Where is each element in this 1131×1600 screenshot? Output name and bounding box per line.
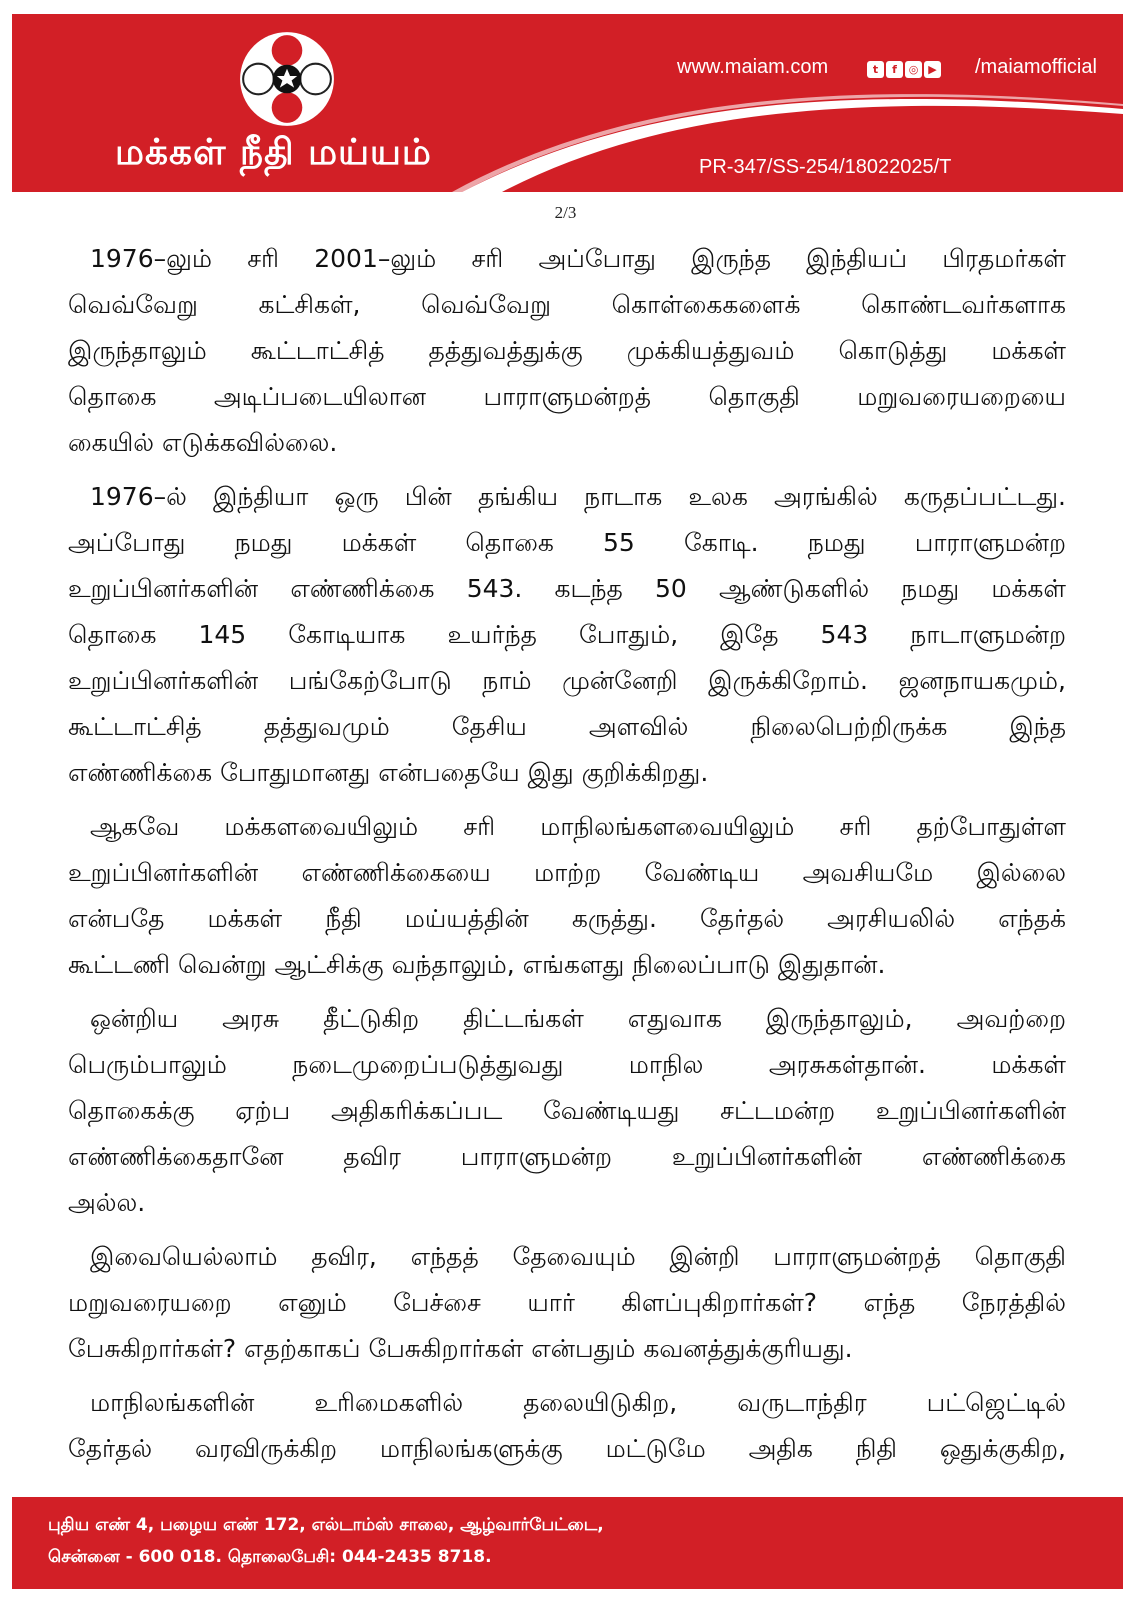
youtube-icon[interactable]: ▶ <box>924 61 941 78</box>
paragraph-line: வெவ்வேறு கட்சிகள், வெவ்வேறு கொள்கைகளைக் கொண்டவர்களாக <box>68 290 1066 319</box>
paragraph-line: பெரும்பாலும் நடைமுறைப்படுத்துவது மாநில அரசுகள்தான். மக்கள் <box>68 1050 1066 1079</box>
paragraph-line: தொகைக்கு ஏற்ப அதிகரிக்கப்பட வேண்டியது சட்டமன்ற உறுப்பினர்களின் <box>68 1096 1066 1125</box>
paragraph-line: தொகை அடிப்படையிலான பாராளுமன்றத் தொகுதி மறுவரையறையை <box>68 382 1066 411</box>
reference-number: PR-347/SS-254/18022025/T <box>699 156 952 178</box>
paragraph-line: 1976–லும் சரி 2001–லும் சரி அப்போது இருந்த இந்தியப் பிரதமர்கள் <box>90 244 1066 273</box>
facebook-icon[interactable]: f <box>886 61 903 78</box>
paragraph-line: மாநிலங்களின் உரிமைகளில் தலையிடுகிற, வருடாந்திர பட்ஜெட்டில் <box>90 1388 1066 1417</box>
paragraph <box>68 1380 1066 1472</box>
address-line-1: புதிய எண் 4, பழைய எண் 172, எல்டாம்ஸ் சாலை, ஆழ்வார்பேட்டை, <box>48 1515 604 1535</box>
paragraph-line: ஒன்றிய அரசு தீட்டுகிற திட்டங்கள் எதுவாக இருந்தாலும், அவற்றை <box>90 1004 1066 1033</box>
paragraph-line: தேர்தல் வரவிருக்கிற மாநிலங்களுக்கு மட்டுமே அதிக நிதி ஒதுக்குகிற, <box>68 1434 1066 1463</box>
press-release-body <box>68 236 1066 1480</box>
paragraph-line: இருந்தாலும் கூட்டாட்சித் தத்துவத்துக்கு முக்கியத்துவம் கொடுத்து மக்கள் <box>68 336 1066 365</box>
website-link[interactable]: www.maiam.com <box>677 56 829 78</box>
paragraph-line: கையில் எடுக்கவில்லை. <box>68 428 338 457</box>
paragraph-line: கூட்டாட்சித் தத்துவமும் தேசிய அளவில் நிலைபெற்றிருக்க இந்த <box>68 712 1066 741</box>
party-name: மக்கள் நீதி மய்யம் <box>115 132 432 173</box>
twitter-icon[interactable]: t <box>867 61 884 78</box>
paragraph-line: ஆகவே மக்களவையிலும் சரி மாநிலங்களவையிலும் சரி தற்போதுள்ள <box>90 812 1066 841</box>
paragraph-line: அல்ல. <box>68 1188 146 1217</box>
paragraph-line: என்பதே மக்கள் நீதி மய்யத்தின் கருத்து. தேர்தல் அரசியலில் எந்தக் <box>68 904 1066 933</box>
paragraph-line: உறுப்பினர்களின் பங்கேற்போடு நாம் முன்னேறி இருக்கிறோம். ஜனநாயகமும், <box>68 666 1066 695</box>
paragraph-line: உறுப்பினர்களின் எண்ணிக்கை 543. கடந்த 50 ஆண்டுகளில் நமது மக்கள் <box>68 574 1066 603</box>
paragraph-line: எண்ணிக்கை போதுமானது என்பதையே இது குறிக்கிறது. <box>68 758 709 787</box>
paragraph-line: 1976–ல் இந்தியா ஒரு பின் தங்கிய நாடாக உலக அரங்கில் கருதப்பட்டது. <box>90 482 1066 511</box>
paragraph-line: மறுவரையறை எனும் பேச்சை யார் கிளப்புகிறார்கள்? எந்த நேரத்தில் <box>68 1288 1066 1317</box>
social-handle[interactable]: /maiamofficial <box>975 56 1097 78</box>
paragraph-line: அப்போது நமது மக்கள் தொகை 55 கோடி. நமது பாராளுமன்ற <box>68 528 1066 557</box>
social-icons <box>867 61 941 81</box>
page-number: 2/3 <box>554 203 577 222</box>
letterhead-header <box>12 14 1123 192</box>
paragraph <box>68 996 1066 1226</box>
address-line-2: சென்னை - 600 018. தொலைபேசி: 044-2435 8718. <box>48 1547 492 1567</box>
paragraph-line: பேசுகிறார்கள்? எதற்காகப் பேசுகிறார்கள் என்பதும் கவனத்துக்குரியது. <box>68 1334 853 1363</box>
paragraph-line: உறுப்பினர்களின் எண்ணிக்கையை மாற்ற வேண்டிய அவசியமே இல்லை <box>68 858 1066 887</box>
paragraph <box>68 804 1066 988</box>
party-logo-icon <box>236 28 338 130</box>
letterhead-footer <box>12 1497 1123 1589</box>
paragraph-line: தொகை 145 கோடியாக உயர்ந்த போதும், இதே 543 நாடாளுமன்ற <box>68 620 1066 649</box>
paragraph <box>68 1234 1066 1372</box>
paragraph-line: இவையெல்லாம் தவிர, எந்தத் தேவையும் இன்றி பாராளுமன்றத் தொகுதி <box>90 1242 1066 1271</box>
instagram-icon[interactable]: ◎ <box>905 61 922 78</box>
paragraph-line: கூட்டணி வென்று ஆட்சிக்கு வந்தாலும், எங்களது நிலைப்பாடு இதுதான். <box>68 950 886 979</box>
paragraph <box>68 236 1066 466</box>
paragraph <box>68 474 1066 796</box>
paragraph-line: எண்ணிக்கைதானே தவிர பாராளுமன்ற உறுப்பினர்களின் எண்ணிக்கை <box>68 1142 1066 1171</box>
